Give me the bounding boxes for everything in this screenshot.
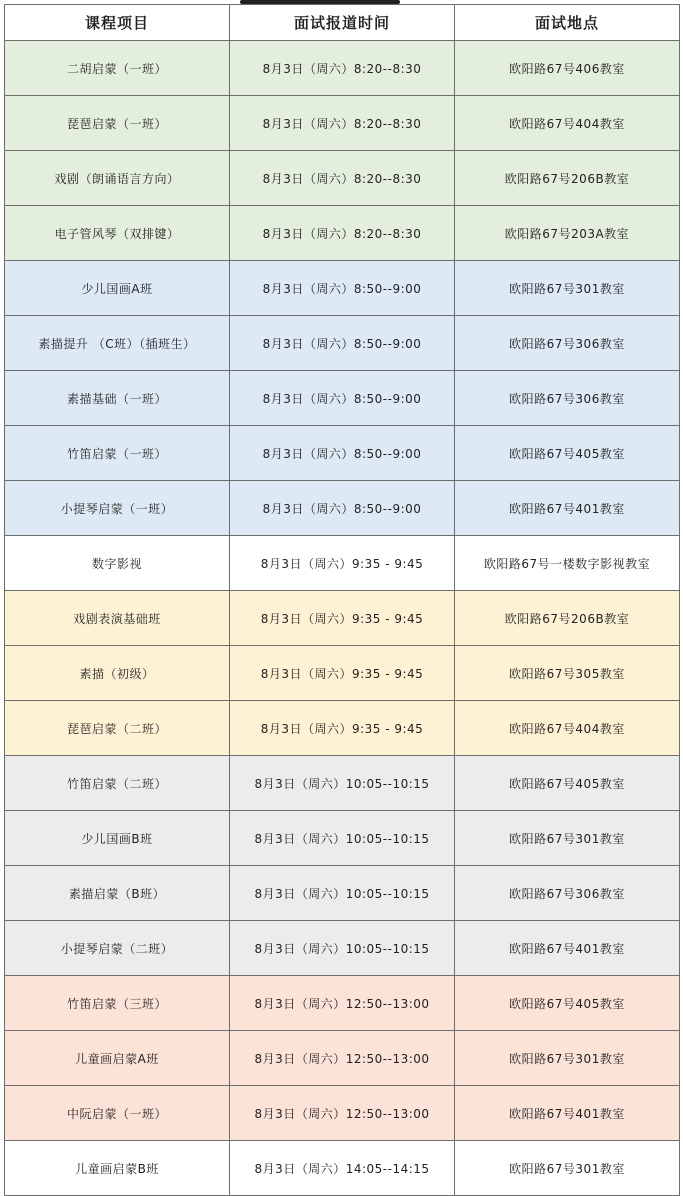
cell-course: 竹笛启蒙（三班） bbox=[5, 976, 230, 1031]
cell-location: 欧阳路67号405教室 bbox=[455, 756, 680, 811]
table-row bbox=[5, 646, 680, 701]
cell-location: 欧阳路67号405教室 bbox=[455, 976, 680, 1031]
table-row bbox=[5, 41, 680, 96]
cell-course: 少儿国画A班 bbox=[5, 261, 230, 316]
cell-location: 欧阳路67号406教室 bbox=[455, 41, 680, 96]
cell-course: 素描（初级） bbox=[5, 646, 230, 701]
cell-course: 儿童画启蒙A班 bbox=[5, 1031, 230, 1086]
table-body bbox=[5, 41, 680, 1196]
cell-time: 8月3日（周六）9:35 - 9:45 bbox=[230, 591, 455, 646]
interview-schedule-table bbox=[4, 4, 680, 1196]
cell-time: 8月3日（周六）8:20--8:30 bbox=[230, 206, 455, 261]
cell-course: 少儿国画B班 bbox=[5, 811, 230, 866]
table-row bbox=[5, 591, 680, 646]
cell-location: 欧阳路67号305教室 bbox=[455, 646, 680, 701]
cell-time: 8月3日（周六）9:35 - 9:45 bbox=[230, 701, 455, 756]
cell-time: 8月3日（周六）8:50--9:00 bbox=[230, 261, 455, 316]
cell-time: 8月3日（周六）8:50--9:00 bbox=[230, 371, 455, 426]
table-row bbox=[5, 1086, 680, 1141]
cell-location: 欧阳路67号401教室 bbox=[455, 1086, 680, 1141]
cell-location: 欧阳路67号301教室 bbox=[455, 1031, 680, 1086]
cell-location: 欧阳路67号301教室 bbox=[455, 1141, 680, 1196]
cell-course: 琵琶启蒙（二班） bbox=[5, 701, 230, 756]
cell-location: 欧阳路67号301教室 bbox=[455, 261, 680, 316]
cell-location: 欧阳路67号401教室 bbox=[455, 921, 680, 976]
cell-location: 欧阳路67号404教室 bbox=[455, 96, 680, 151]
cell-time: 8月3日（周六）12:50--13:00 bbox=[230, 1031, 455, 1086]
table-row bbox=[5, 536, 680, 591]
cell-course: 琵琶启蒙（一班） bbox=[5, 96, 230, 151]
table-row bbox=[5, 206, 680, 261]
cell-time: 8月3日（周六）10:05--10:15 bbox=[230, 921, 455, 976]
cell-course: 数字影视 bbox=[5, 536, 230, 591]
cell-time: 8月3日（周六）8:50--9:00 bbox=[230, 481, 455, 536]
cell-location: 欧阳路67号206B教室 bbox=[455, 151, 680, 206]
cell-time: 8月3日（周六）14:05--14:15 bbox=[230, 1141, 455, 1196]
cell-location: 欧阳路67号401教室 bbox=[455, 481, 680, 536]
cell-course: 电子管风琴（双排键） bbox=[5, 206, 230, 261]
cell-time: 8月3日（周六）9:35 - 9:45 bbox=[230, 536, 455, 591]
table-row bbox=[5, 481, 680, 536]
cell-time: 8月3日（周六）12:50--13:00 bbox=[230, 976, 455, 1031]
table-header-row bbox=[5, 5, 680, 41]
cell-course: 儿童画启蒙B班 bbox=[5, 1141, 230, 1196]
table-row bbox=[5, 151, 680, 206]
cell-course: 素描提升 （C班）（插班生） bbox=[5, 316, 230, 371]
cell-course: 二胡启蒙（一班） bbox=[5, 41, 230, 96]
table-row bbox=[5, 371, 680, 426]
cell-course: 中阮启蒙（一班） bbox=[5, 1086, 230, 1141]
cell-time: 8月3日（周六）8:20--8:30 bbox=[230, 151, 455, 206]
table-row bbox=[5, 426, 680, 481]
cell-location: 欧阳路67号404教室 bbox=[455, 701, 680, 756]
table-row bbox=[5, 866, 680, 921]
cell-course: 竹笛启蒙（一班） bbox=[5, 426, 230, 481]
cell-time: 8月3日（周六）10:05--10:15 bbox=[230, 866, 455, 921]
table-row bbox=[5, 1141, 680, 1196]
header-course: 课程项目 bbox=[5, 5, 230, 41]
cell-course: 戏剧表演基础班 bbox=[5, 591, 230, 646]
cell-time: 8月3日（周六）10:05--10:15 bbox=[230, 756, 455, 811]
table-row bbox=[5, 921, 680, 976]
cell-time: 8月3日（周六）8:50--9:00 bbox=[230, 316, 455, 371]
cell-location: 欧阳路67号206B教室 bbox=[455, 591, 680, 646]
table-row bbox=[5, 1031, 680, 1086]
cell-location: 欧阳路67号306教室 bbox=[455, 316, 680, 371]
cell-location: 欧阳路67号301教室 bbox=[455, 811, 680, 866]
cell-time: 8月3日（周六）8:50--9:00 bbox=[230, 426, 455, 481]
cell-location: 欧阳路67号一楼数字影视教室 bbox=[455, 536, 680, 591]
table-row bbox=[5, 756, 680, 811]
cell-course: 素描基础（一班） bbox=[5, 371, 230, 426]
cell-location: 欧阳路67号405教室 bbox=[455, 426, 680, 481]
cell-time: 8月3日（周六）10:05--10:15 bbox=[230, 811, 455, 866]
table-row bbox=[5, 96, 680, 151]
cell-location: 欧阳路67号306教室 bbox=[455, 371, 680, 426]
table-row bbox=[5, 976, 680, 1031]
cell-course: 戏剧（朗诵语言方向） bbox=[5, 151, 230, 206]
cell-course: 小提琴启蒙（一班） bbox=[5, 481, 230, 536]
cell-course: 竹笛启蒙（二班） bbox=[5, 756, 230, 811]
cell-course: 小提琴启蒙（二班） bbox=[5, 921, 230, 976]
table-row bbox=[5, 316, 680, 371]
cell-course: 素描启蒙（B班） bbox=[5, 866, 230, 921]
table-row bbox=[5, 261, 680, 316]
cell-time: 8月3日（周六）8:20--8:30 bbox=[230, 41, 455, 96]
cell-time: 8月3日（周六）8:20--8:30 bbox=[230, 96, 455, 151]
cell-time: 8月3日（周六）9:35 - 9:45 bbox=[230, 646, 455, 701]
header-time: 面试报道时间 bbox=[230, 5, 455, 41]
table-row bbox=[5, 811, 680, 866]
cell-location: 欧阳路67号306教室 bbox=[455, 866, 680, 921]
header-location: 面试地点 bbox=[455, 5, 680, 41]
table-row bbox=[5, 701, 680, 756]
cell-location: 欧阳路67号203A教室 bbox=[455, 206, 680, 261]
cell-time: 8月3日（周六）12:50--13:00 bbox=[230, 1086, 455, 1141]
